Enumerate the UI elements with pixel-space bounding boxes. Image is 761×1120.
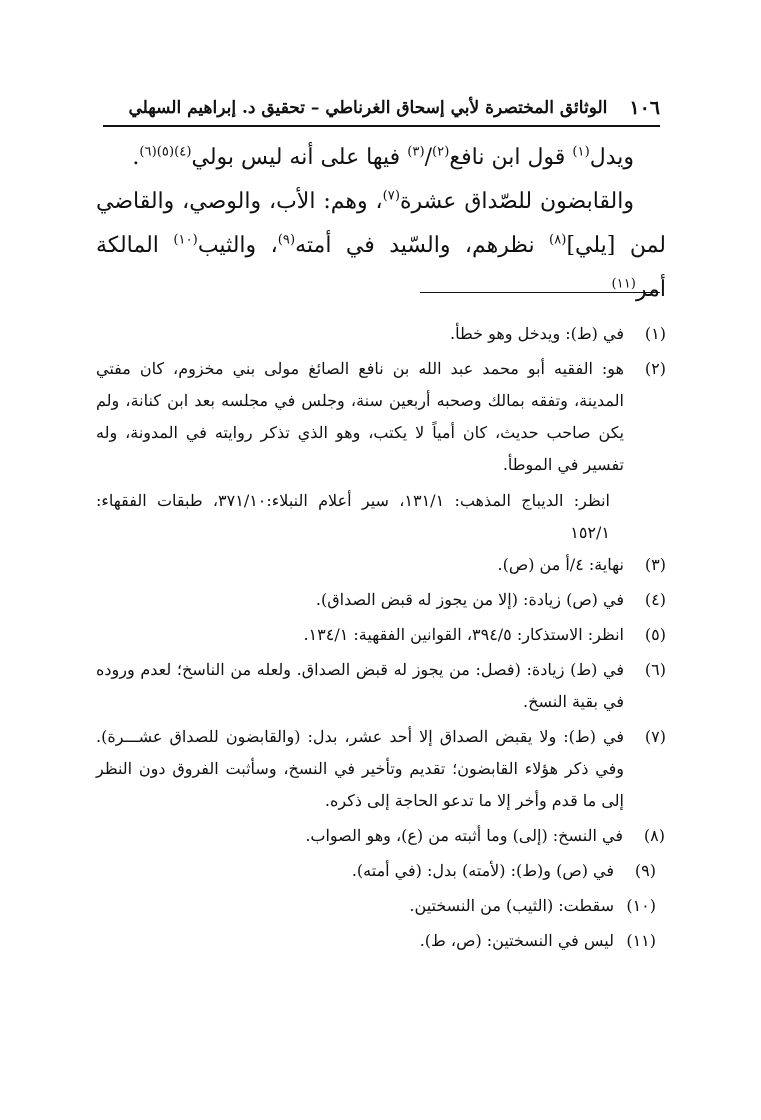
footnote-4 [96,584,666,616]
footnote-text: نهاية: ٤/أ من (ص). [497,555,624,574]
footnote-ref: (١٠) [173,232,198,248]
footnote-text: في (ط) زيادة: (فصل: من يجوز له قبض الصداق. ولعله من الناسخ؛ لعدم وروده في بقية النسخ. [96,660,625,711]
footnote-11 [96,925,666,957]
footnote-7 [96,721,666,817]
main-text [96,136,666,312]
footnote-text: في (ط): ويدخل وهو خطأ. [450,324,624,343]
footnotes [96,318,666,957]
footnote-2-reference: انظر: الديباج المذهب: ١٣١/١، سير أعلام النبلاء:٣٧١/١٠، طبقات الفقهاء: ١٥٢/١ [96,491,610,542]
running-title: الوثائق المختصرة لأبي إسحاق الغرناطي – تحقيق د. إبراهيم السهلي [128,98,608,118]
footnote-text: هو: الفقيه أبو محمد عبد الله بن نافع الصائغ مولى بني مخزوم، كان مفتي المدينة، وتفقه بمالك وصحبه أربعين سنة، وجلس في مجلسه بعد ابن كنانة، ولم يكن صاحب حديث، كان أمياً لا يكتب، وهو الذي تذكر روايته في المدونة، وله تفسير في الموطأ. [96,359,625,474]
footnote-5 [96,619,666,651]
footnote-ref: (٨) [549,232,567,248]
text-run: / [424,145,433,170]
footnote-ref: (١) [572,144,590,160]
footnote-text: سقطت: (الثيب) من النسختين. [409,896,614,915]
footnote-number: (١٠) [626,896,656,915]
footnote-separator [420,292,660,293]
text-run: ، وهم: الأب، والوصي، والقاضي لمن [يلي] [96,189,666,258]
page-header [103,95,660,127]
footnote-10 [96,890,666,922]
text-run: ويدل [589,145,634,170]
footnote-number: (٧) [644,727,666,746]
footnote-number: (٤) [644,590,666,609]
text-run: ، والثيب [197,233,278,258]
footnote-text: في (ص) و(ط): (لأمته) بدل: (في أمته). [351,861,614,880]
footnote-number: (١١) [626,931,656,950]
footnote-ref: (٤)(٥)(٦) [139,144,192,160]
page-number: ١٠٦ [629,97,660,119]
footnote-number: (١) [644,324,666,343]
main-paragraph-1 [96,136,666,180]
footnote-6 [96,654,666,718]
footnote-number: (٩) [634,861,656,880]
footnote-8 [96,820,665,852]
text-run: نظرهم، والسّيد في أمته [295,233,550,258]
footnote-ref: (٩) [277,232,296,248]
footnote-number: (٣) [644,555,666,574]
text-run: والقابضون للصّداق عشرة [400,189,634,214]
footnote-2 [96,353,666,481]
footnote-number: (٢) [644,359,666,378]
footnote-text: في النسخ: (إلى) وما أثبته من (ع)، وهو الصواب. [305,826,623,845]
footnote-9 [96,855,666,887]
footnote-number: (٦) [644,660,666,679]
footnote-ref: (٢) [432,144,450,160]
footnote-number: (٨) [643,826,665,845]
footnote-ref: (١١) [611,276,636,292]
text-run: . [132,145,140,170]
footnote-text: في (ط): ولا يقبض الصداق إلا أحد عشر، بدل: (والقابضون للصداق عشـــرة). وفي ذكر هؤلاء القابضون؛ تقديم وتأخير في النسخ، وسأثبت الفروق دون النظر إلى ما قدم وأخر إلا ما تدعو الحاجة إلى ذكره. [96,727,624,810]
footnote-1 [96,318,666,350]
text-run: قول ابن نافع [449,145,573,170]
footnote-ref: (٧) [382,188,401,204]
footnote-ref: (٣) [407,144,425,160]
text-run: فيها على أنه ليس بولي [191,145,408,170]
footnote-text: في (ص) زيادة: (إلا من يجوز له قبض الصداق). [315,590,624,609]
footnote-3 [96,549,666,581]
footnote-text: ليس في النسختين: (ص، ط). [419,931,614,950]
footnote-text: انظر: الاستذكار: ٣٩٤/٥، القوانين الفقهية: ١٣٤/١. [303,625,624,644]
text-run: المالكة أمر [96,233,666,302]
footnote-number: (٥) [644,625,666,644]
